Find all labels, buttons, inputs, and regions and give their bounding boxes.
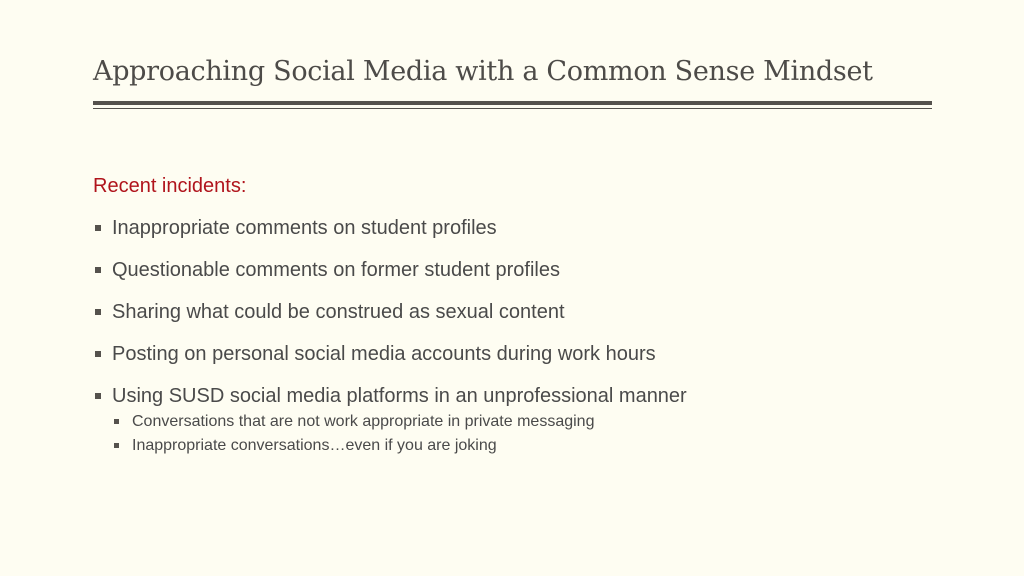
bullet-text: Questionable comments on former student profiles bbox=[112, 259, 560, 281]
sub-bullet-item bbox=[113, 434, 953, 458]
bullet-item bbox=[93, 298, 953, 326]
bullet-text: Inappropriate comments on student profiles bbox=[112, 217, 497, 239]
sub-bullet-item bbox=[113, 410, 953, 434]
square-bullet-icon bbox=[95, 309, 101, 315]
square-bullet-icon bbox=[114, 419, 119, 424]
bullet-item bbox=[93, 214, 953, 242]
square-bullet-icon bbox=[95, 393, 101, 399]
square-bullet-icon bbox=[114, 443, 119, 448]
sub-bullet-text: Conversations that are not work appropriate in private messaging bbox=[132, 413, 595, 430]
bullet-text: Posting on personal social media accounts during work hours bbox=[112, 343, 656, 365]
square-bullet-icon bbox=[95, 225, 101, 231]
bullet-item bbox=[93, 382, 953, 410]
bullet-list bbox=[93, 214, 953, 410]
sub-bullet-list bbox=[93, 410, 953, 458]
square-bullet-icon bbox=[95, 267, 101, 273]
bullet-text: Using SUSD social media platforms in an unprofessional manner bbox=[112, 385, 687, 407]
slide-title: Approaching Social Media with a Common Sense Mindset bbox=[93, 56, 873, 87]
bullet-text: Sharing what could be construed as sexual content bbox=[112, 301, 565, 323]
bullet-item bbox=[93, 340, 953, 368]
slide-content bbox=[93, 172, 953, 458]
section-heading: Recent incidents: bbox=[93, 175, 247, 197]
bullet-item bbox=[93, 256, 953, 284]
sub-bullet-text: Inappropriate conversations…even if you are joking bbox=[132, 437, 497, 454]
square-bullet-icon bbox=[95, 351, 101, 357]
title-rule-thin bbox=[93, 108, 932, 109]
title-rule-thick bbox=[93, 101, 932, 105]
